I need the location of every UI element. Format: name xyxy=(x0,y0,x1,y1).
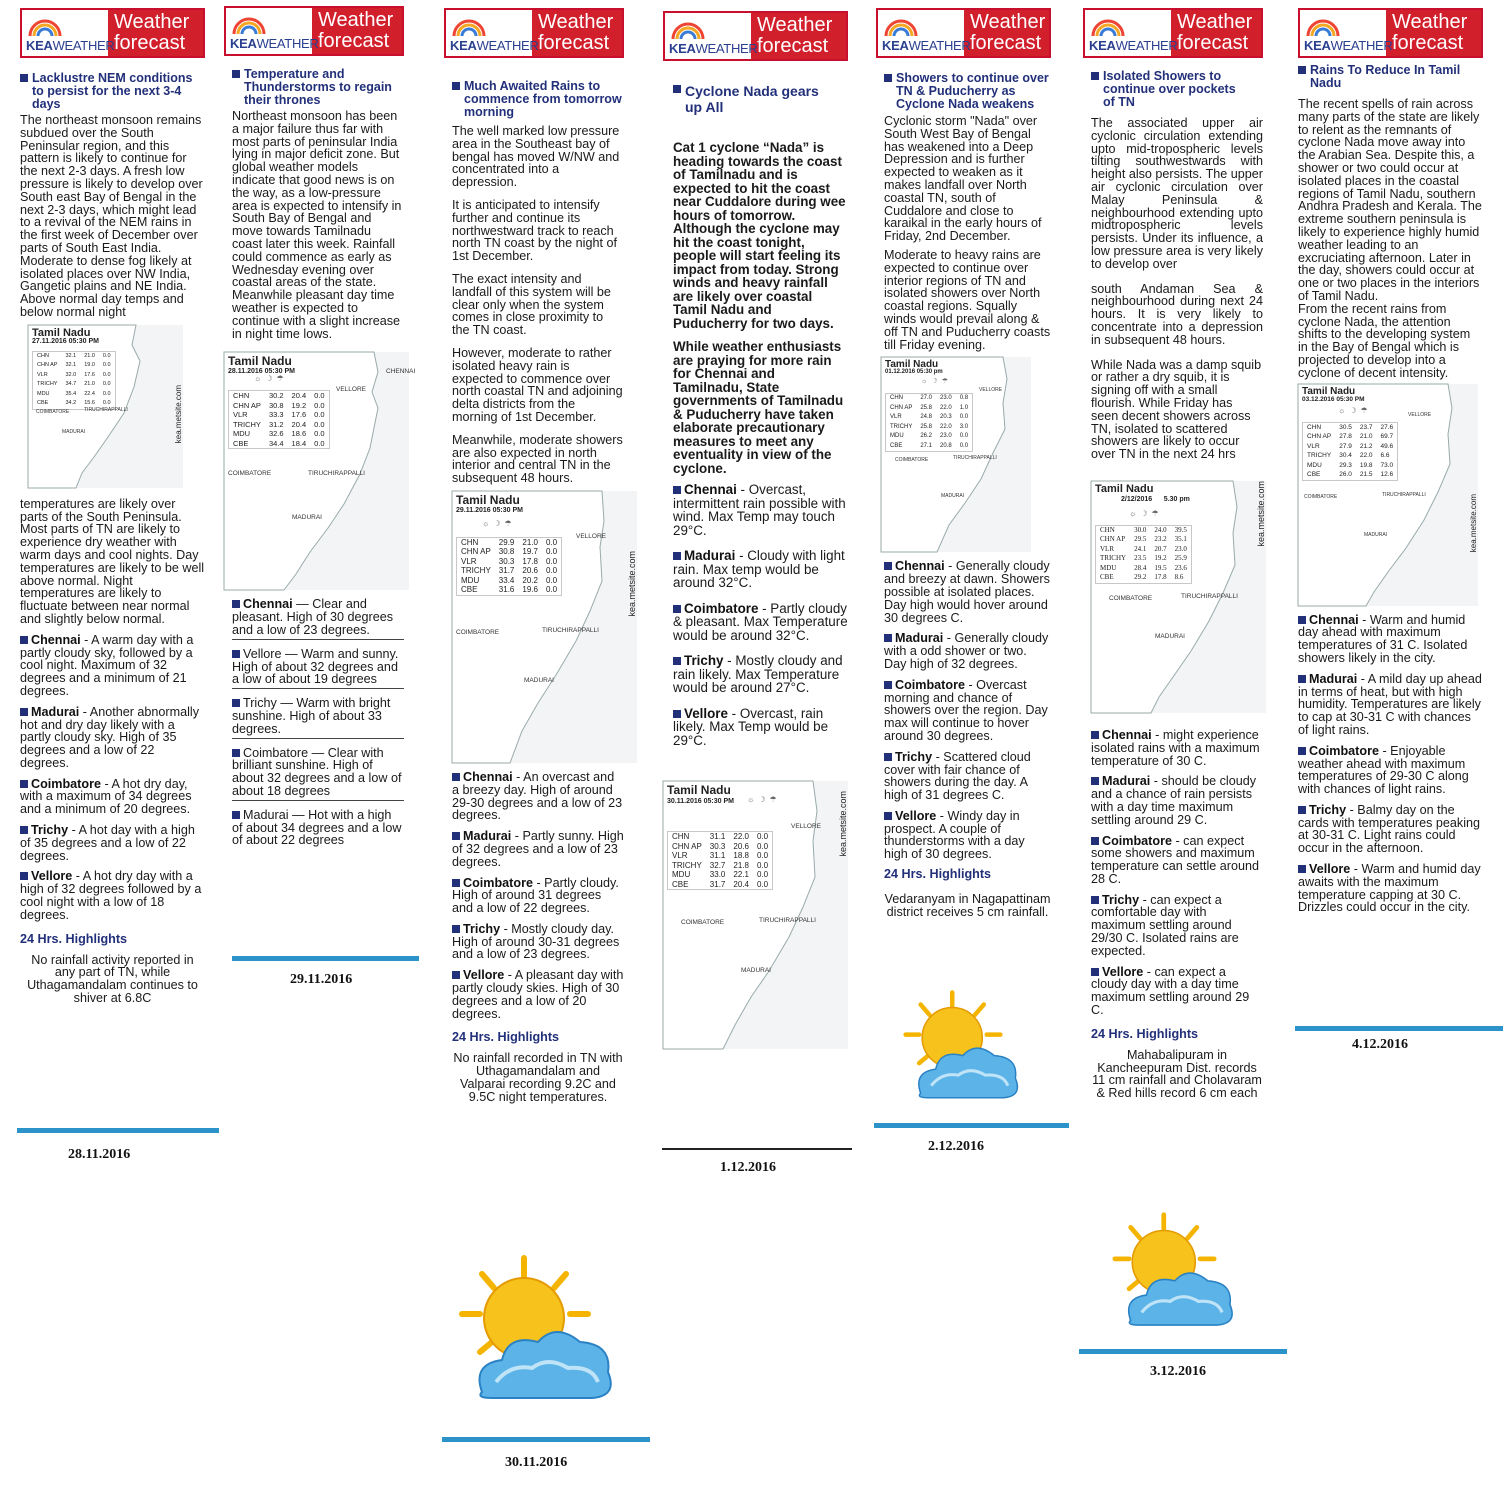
brand-header xyxy=(663,11,848,61)
brand-header xyxy=(444,8,624,58)
highlights-text: No rainfall recorded in TN with Uthagamandalam and Valparai recording 9.2C and 9.5C night temperatures. xyxy=(453,1051,623,1104)
highlights-text: Mahabalipuram in Kancheepuram Dist. records 11 cm rainfall and Cholavaram & Red hills record 6 cm each xyxy=(1092,1047,1262,1101)
brand-header xyxy=(20,8,205,58)
rainbow-arc-icon xyxy=(28,14,62,38)
column-rule xyxy=(1295,1026,1503,1031)
city-madurai: Madurai - Another abnormally hot and dry day likely with a partly cloudy sky. High of 35 degrees and a low of 22 degrees. xyxy=(20,704,199,770)
article-text: south Andaman Sea & neighbourhood during next 24 hours. It is very likely to concentrate into a depression in subsequent 48 hours. xyxy=(1091,281,1263,347)
city-vellore: Vellore - can expect a cloudy day with a day time maximum settling around 29 C. xyxy=(1091,964,1250,1018)
forecast-title: Weather forecast xyxy=(751,13,846,59)
kea-weather-logo: KEAWEATHER xyxy=(1085,10,1171,56)
highlights-text: No rainfall activity reported in any part of TN, while Uthagamandalam continues to shiver at 6.8C xyxy=(27,952,198,1006)
brand-header xyxy=(224,6,404,56)
city-trichy: Trichy - A hot day with a high of 35 degrees and a low of 22 degrees. xyxy=(20,823,195,863)
weather-icons-row: ☼☽☂ xyxy=(254,374,288,384)
city-trichy: Trichy - can expect a comfortable day with maximum settling around 29/30 C. Isolated rains are expected. xyxy=(1091,892,1239,958)
temperature-table: CHN 29.9 21.0 0.0 CHN AP 30.8 19.7 0.0 VLR 30.3 17.8 0.0 TRICHY 31.7 20.6 0.0 MDU 33.4 20.2 0.0 CBE 31.6 19.6 0.0 xyxy=(456,537,562,596)
map-watermark: kea.metsite.com xyxy=(174,384,183,443)
issue-date: 1.12.2016 xyxy=(720,1160,776,1175)
city-coimbatore: Coimbatore - A hot dry day, with a maximum of 34 degrees and a minimum of 20 degrees. xyxy=(20,776,192,817)
kea-weather-logo: KEAWEATHER xyxy=(1300,10,1386,56)
sun-cloud-icon xyxy=(896,988,1028,1112)
city-chennai: Chennai - An overcast and a breezy day. High of around 29-30 degrees and a low of 23 degrees. xyxy=(452,769,623,823)
forecast-title: Weather forecast xyxy=(1171,10,1261,56)
forecast-title: Weather forecast xyxy=(1386,10,1481,56)
temperature-table: CHN 31.1 22.0 0.0 CHN AP 30.3 20.6 0.0 VLR 31.1 18.8 0.0 TRICHY 32.7 21.8 0.0 MDU 33.0 22.1 0.0 CBE 31.7 20.4 0.0 xyxy=(667,831,773,890)
city-trichy: Trichy - Mostly cloudy and rain likely. Max Temperature would be around 27°C. xyxy=(673,653,843,695)
highlights-title: 24 Hrs. Highlights xyxy=(1091,1026,1199,1041)
brand-header xyxy=(1298,8,1483,58)
article-text: Cyclonic storm "Nada" over South West Bay of Bengal has weakened into a Deep Depression and is further expected to weaken as it makes landfall over North coastal TN, south of Cuddalore and close to karaikal in the early hours of Friday, 2nd December. xyxy=(884,114,1042,244)
article-text: From the recent rains from cyclone Nada, the attention shifts to the developing system in the Bay of Bengal which is projected to develop into a cyclone of decent intensity. xyxy=(1298,301,1471,380)
column-30-11-2016 xyxy=(444,8,637,1104)
rainbow-arc-icon xyxy=(452,14,486,38)
forecast-title: Weather forecast xyxy=(532,10,622,56)
column-rule xyxy=(1079,1349,1287,1354)
article-text: It is anticipated to intensify further and continue its northwestward track to reach north TN coast by the night of 1st December. xyxy=(452,197,617,264)
city-chennai: Chennai - Generally cloudy and breezy at dawn. Showers possible at isolated places. Day high would hover around 30 degrees C. xyxy=(884,559,1050,625)
issue-date: 3.12.2016 xyxy=(1150,1364,1206,1379)
issue-date: 2.12.2016 xyxy=(928,1139,984,1154)
weather-icons-row: ☼☽☂ xyxy=(747,795,781,804)
weather-icons-row: ☼☽☂ xyxy=(921,378,952,386)
column-28-11-2016 xyxy=(20,8,205,1005)
headline: Isolated Showers to continue over pockets of TN xyxy=(1091,70,1241,109)
kea-weather-logo: KEAWEATHER xyxy=(226,8,312,54)
issue-date: 29.11.2016 xyxy=(290,972,353,987)
temperature-table: CHN 30.2 20.4 0.0 CHN AP 30.8 19.2 0.0 VLR 33.3 17.6 0.0 TRICHY 31.2 20.4 0.0 MDU 32.6 18.6 0.0 CBE 34.4 18.4 0.0 xyxy=(228,390,330,449)
city-chennai: Chennai - Overcast, intermittent rain possible with wind. Max Temp may touch 29°C. xyxy=(673,482,846,538)
weather-icons-row: ☼☽☂ xyxy=(482,518,516,528)
city-chennai: Chennai - Warm and humid day ahead with maximum temperatures of 31 C. Isolated showers likely in the city. xyxy=(1298,612,1468,665)
headline: Lacklustre NEM conditions to persist for the next 3-4 days xyxy=(20,72,205,111)
city-coimbatore: Coimbatore - Enjoyable weather ahead with maximum temperatures of 29-30 C along with chances of light rains. xyxy=(1298,743,1469,797)
temperature-table: CHN 32.1 21.0 0.0 CHN AP 32.1 19.0 0.0 VLR 32.0 17.6 0.0 TRICHY 34.7 21.0 0.0 MDU 35.4 22.4 0.0 CBE 34.2 15.6 0.0 xyxy=(32,351,116,410)
highlights-text: Vedaranyam in Nagapattinam district receives 5 cm rainfall. xyxy=(884,892,1051,919)
city-vellore: Vellore - Windy day in prospect. A couple of thunderstorms with a day high of 30 degrees. xyxy=(884,808,1025,862)
headline: Cyclone Nada gears up All xyxy=(673,83,838,115)
column-rule xyxy=(662,1148,852,1150)
headline: Temperature and Thunderstorms to regain their thrones xyxy=(232,68,404,107)
article-text: temperatures are likely over parts of the South Peninsula. Most parts of TN are likely to experience dry weather with warm days and cool nights. Day temperatures are likely to be well above normal. Night temperatures are likely to fluctuate between near normal and slightly below normal. xyxy=(20,496,205,626)
forecast-title: Weather forecast xyxy=(108,10,203,56)
article-text: While weather enthusiasts are praying for more rain for Chennai and Tamilnadu, State governments of Tamilnadu & Puducherry have taken elaborate precautionary measures to meet any eventuality in view of the cyclone. xyxy=(673,339,844,476)
city-madurai: Madurai - should be cloudy and a chance of rain persists with a day time maximum settling around 29 C. xyxy=(1091,774,1257,827)
article-text: Northeast monsoon has been a major failure thus far with most parts of peninsular India lying in major deficit zone. But global weather models indicate that good news is on the way, as a low-pressure area is expected to intensify in South Bay of Bengal and move towards Tamilnadu coast later this week. Rainfall could commence as early as Wednesday evening over coastal areas of the state. Meanwhile pleasant day time weather is expected to continue with a slight increase in night time lows. xyxy=(232,109,402,341)
headline: Rains To Reduce In Tamil Nadu xyxy=(1298,64,1483,90)
article-text: The exact intensity and landfall of this system will be clear only when the system comes in close proximity to the TN coast. xyxy=(452,271,611,338)
article-text: However, moderate to rather isolated heavy rain is expected to commence over north coastal TN and adjoining delta districts from the morning of 1st December. xyxy=(452,345,623,424)
article-text: Moderate to heavy rains are expected to continue over interior regions of TN and isolated showers over North coastal regions. Squally winds would prevail along & off TN and Puducherry coasts till Friday evening. xyxy=(884,247,1051,352)
sun-cloud-icon xyxy=(452,1252,622,1417)
column-3-12-2016 xyxy=(1083,8,1266,1101)
headline: Showers to continue over TN & Puducherry as Cyclone Nada weakens xyxy=(884,72,1051,111)
article-text: Meanwhile, moderate showers are also expected in north interior and central TN in the subsequent 48 hours. xyxy=(452,432,623,486)
weather-icons-row: ☼☽☂ xyxy=(1338,405,1372,415)
map-watermark: kea.metsite.com xyxy=(1256,480,1266,547)
city-chennai: Chennai - might experience isolated rains with a maximum temperature of 30 C. xyxy=(1091,727,1260,768)
brand-header xyxy=(876,8,1051,58)
map-land-shape xyxy=(663,781,848,1049)
city-madurai: Madurai - Generally cloudy with a odd shower or two. Day high of 32 degrees. xyxy=(884,631,1049,671)
temperature-table: CHN 27.0 23.0 0.8 CHN AP 25.8 22.0 1.0 VLR 24.8 20.3 0.0 TRICHY 25.8 22.0 3.0 MDU 26.2 23.0 0.0 CBE 27.1 20.8 0.0 xyxy=(885,393,973,452)
city-vellore: Vellore - A hot dry day with a high of 32 degrees followed by a cool night with a low of 18 degrees. xyxy=(20,869,202,922)
article-text: The recent spells of rain across many parts of the state are likely to relent as the remnants of cyclone Nada move away into the Arabian Sea. Despite this, a shower or two could occur at isolated places in the coastal regions of Tamil Nadu, southern Andhra Pradesh and Kerala. The extreme southern peninsula is likely to experience highly humid weather leading to an excruciating afternoon. Later in the day, showers could occur at one or two places in the interiors of Tamil Nadu. xyxy=(1298,97,1482,303)
city-vellore: Vellore - A pleasant day with partly cloudy skies. High of 30 degrees and a low of 20 degrees. xyxy=(452,968,624,1021)
column-rule xyxy=(874,1123,1069,1128)
sun-cloud-icon xyxy=(1105,1210,1243,1340)
brand-header xyxy=(1083,8,1263,58)
highlights-title: 24 Hrs. Highlights xyxy=(884,867,992,882)
city-madurai: Madurai — Hot with a high of about 34 degrees and a low of about 22 degrees xyxy=(232,807,402,848)
column-rule xyxy=(232,956,419,961)
issue-date: 4.12.2016 xyxy=(1352,1037,1408,1052)
rainbow-arc-icon xyxy=(1306,14,1340,38)
city-coimbatore: Coimbatore - Overcast morning and chance of showers over the region. Day max will continue to hover around 30 degrees. xyxy=(884,677,1048,743)
city-chennai: Chennai - A warm day with a partly cloudy sky, followed by a cool night. Maximum of 32 degrees and a minimum of 21 degrees. xyxy=(20,632,194,698)
tamil-nadu-map: Tamil Nadu 29.11.2016 05:30 PM ☼☽☂ CHN 29.9 21.0 0.0 CHN AP 30.8 19.7 0.0 VLR 30.3 17.8 0.0 TRICHY 31.7 20.6 0.0 MDU 33.4 20.2 0.0 CBE 31.6 19.6 0.0 VELLORE COIMBATORE TIRUCHIRAPPALLI MADURAI kea.metsite.com xyxy=(452,491,637,763)
column-1-12-2016 xyxy=(663,11,848,1049)
forecast-title: Weather forecast xyxy=(964,10,1049,56)
weather-icons-row: ☼☽☂ xyxy=(1129,508,1163,518)
issue-date: 30.11.2016 xyxy=(505,1455,568,1470)
map-watermark: kea.metsite.com xyxy=(1469,493,1478,552)
rainbow-arc-icon xyxy=(671,17,705,41)
city-madurai: Madurai - Partly sunny. High of 32 degrees and a low of 23 degrees. xyxy=(452,829,624,869)
rainbow-arc-icon xyxy=(232,12,266,36)
highlights-title: 24 Hrs. Highlights xyxy=(452,1030,560,1045)
article-text: The associated upper air cyclonic circulation extending upto mid-tropospheric levels tilting southwestwards with height also persists. The upper air cyclonic circulation over Malay Peninsula & neighbourhood extending upto midtropospheric levels persists. Under its influence, a low pressure area is very likely to develop over xyxy=(1091,116,1263,271)
kea-weather-logo: KEAWEATHER xyxy=(22,10,108,56)
column-rule xyxy=(442,1437,650,1442)
city-trichy: Trichy - Balmy day on the cards with temperatures peaking at 30-31 C. Light rains could occur in the afternoon. xyxy=(1298,802,1481,856)
city-madurai: Madurai - Cloudy with light rain. Max temp would be around 32°C. xyxy=(673,548,845,590)
temperature-table: CHN 30.5 23.7 27.6 CHN AP 27.8 21.0 69.7 VLR 27.9 21.2 49.6 TRICHY 30.4 22.0 6.6 MDU 29.3 19.8 73.0 CBE 26.0 21.5 12.6 xyxy=(1302,422,1398,481)
headline: Much Awaited Rains to commence from tomorrow morning xyxy=(452,80,624,119)
article-text: Cat 1 cyclone “Nada” is heading towards the coast of Tamilnadu and is expected to hit the coast near Cuddalore during wee hours of tomorrow. Although the cyclone may hit the coast tonight, people will start feeling its impact from today. Strong winds and heavy rainfall are likely over coastal Tamil Nadu and Puducherry for two days. xyxy=(673,140,846,331)
rainbow-arc-icon xyxy=(884,14,918,38)
map-watermark: kea.metsite.com xyxy=(838,791,848,857)
city-coimbatore: Coimbatore - Partly cloudy. High of around 31 degrees and a low of 22 degrees. xyxy=(452,875,619,916)
kea-weather-logo: KEAWEATHER xyxy=(665,13,751,59)
tamil-nadu-map: Tamil Nadu 2/12/2016 5.30 pm ☼☽☂ CHN 30.0 24.0 39.5 CHN AP 29.5 23.2 35.1 VLR 24.1 20.7 23.0 TRICHY 23.5 19.2 25.9 MDU 28.4 19.5 23.6 CBE 29.2 17.8 8.6 COIMBATORE TIRUCHIRAPPALLI MADURAI kea.metsite.com xyxy=(1091,481,1266,713)
city-coimbatore: Coimbatore - can expect some showers and maximum temperature can settle around 28 C. xyxy=(1091,833,1260,886)
city-madurai: Madurai - A mild day up ahead in terms of heat, but with high humidity. Temperatures are likely to cap at 30-31 C with chances of light rains. xyxy=(1298,671,1482,737)
city-vellore: Vellore — Warm and sunny. High of about 32 degrees and a low of about 19 degrees xyxy=(232,648,404,689)
city-chennai: Chennai — Clear and pleasant. High of 30 degrees and a low of 23 degrees. xyxy=(232,598,404,639)
column-29-11-2016 xyxy=(224,6,416,848)
tamil-nadu-map: Tamil Nadu 01.12.2016 05:30 pm ☼☽☂ CHN 27.0 23.0 0.8 CHN AP 25.8 22.0 1.0 VLR 24.8 20.3 0.0 TRICHY 25.8 22.0 3.0 MDU 26.2 23.0 0.0 CBE 27.1 20.8 0.0 VELLORE COIMBATORE TIRUCHIRAPPALLI MADURAI xyxy=(881,357,1031,552)
rainbow-arc-icon xyxy=(1091,14,1125,38)
tamil-nadu-map: Tamil Nadu 30.11.2016 05:30 PM ☼☽☂ CHN 31.1 22.0 0.0 CHN AP 30.3 20.6 0.0 VLR 31.1 18.8 0.0 TRICHY 32.7 21.8 0.0 MDU 33.0 22.1 0.0 CBE 31.7 20.4 0.0 VELLORE COIMBATORE TIRUCHIRAPPALLI MADURAI kea.metsite.com xyxy=(663,781,848,1049)
kea-weather-logo: KEAWEATHER xyxy=(446,10,532,56)
map-watermark: kea.metsite.com xyxy=(627,550,637,617)
city-trichy: Trichy — Warm with bright sunshine. High of about 33 degrees. xyxy=(232,697,404,738)
article-text: While Nada was a damp squib or rather a dry squib, it is signing off with a small flourish. While Friday has seen decent showers across TN, isolated to scattered showers are likely to occur over TN in the next 24 hrs xyxy=(1091,357,1262,462)
temperature-table: CHN 30.0 24.0 39.5 CHN AP 29.5 23.2 35.1 VLR 24.1 20.7 23.0 TRICHY 23.5 19.2 25.9 MDU 28.4 19.5 23.6 CBE 29.2 17.8 8.6 xyxy=(1095,525,1192,584)
issue-date: 28.11.2016 xyxy=(68,1147,131,1162)
forecast-title: Weather forecast xyxy=(312,8,402,54)
city-coimbatore: Coimbatore — Clear with brilliant sunshine. High of about 32 degrees and a low of about 18 degrees xyxy=(232,747,404,801)
kea-weather-logo: KEAWEATHER xyxy=(878,10,964,56)
article-text: The northeast monsoon remains subdued over the South Peninsular region, and this pattern is likely to continue for the next 2-3 days. A fresh low pressure is likely to develop over South east Bay of Bengal in the next 2-3 days, which might lead to a revival of the NEM rains in the first week of December over parts of South East India. Moderate to dense fog likely at isolated places over NW India, Gangetic plains and NE India. Above normal day temps and below normal night xyxy=(20,113,203,319)
tamil-nadu-map: Tamil Nadu 03.12.2016 05:30 PM ☼☽☂ CHN 30.5 23.7 27.6 CHN AP 27.8 21.0 69.7 VLR 27.9 21.2 49.6 TRICHY 30.4 22.0 6.6 MDU 29.3 19.8 73.0 CBE 26.0 21.5 12.6 VELLORE COIMBATORE TIRUCHIRAPPALLI MADURAI kea.metsite.com xyxy=(1298,384,1478,606)
column-rule xyxy=(17,1128,219,1133)
column-4-12-2016 xyxy=(1298,8,1483,914)
highlights-title: 24 Hrs. Highlights xyxy=(20,931,128,946)
city-coimbatore: Coimbatore - Partly cloudy & pleasant. Max Temperature would be around 32°C. xyxy=(673,600,848,643)
tamil-nadu-map: Tamil Nadu 28.11.2016 05:30 PM ☼☽☂ CHN 30.2 20.4 0.0 CHN AP 30.8 19.2 0.0 VLR 33.3 17.6 0.0 TRICHY 31.2 20.4 0.0 MDU 32.6 18.6 0.0 CBE 34.4 18.4 0.0 VELLORE CHENNAI COIMBATORE TIRUCHIRAPPALLI MADURAI xyxy=(224,352,409,590)
city-trichy: Trichy - Scattered cloud cover with fair chance of showers during the day. A high of 31 degrees C. xyxy=(884,749,1031,803)
city-vellore: Vellore - Warm and humid day awaits with the maximum temperature capping at 30 C. Drizzles could occur in the city. xyxy=(1298,862,1481,915)
column-2-12-2016 xyxy=(876,8,1051,919)
city-vellore: Vellore - Overcast, rain likely. Max Temp would be 29°C. xyxy=(673,705,829,748)
city-trichy: Trichy - Mostly cloudy day. High of around 30-31 degrees and a low of 23 degrees. xyxy=(452,921,620,962)
tamil-nadu-map: Tamil Nadu 27.11.2016 05:30 PM CHN 32.1 21.0 0.0 CHN AP 32.1 19.0 0.0 VLR 32.0 17.6 0.0 TRICHY 34.7 21.0 0.0 MDU 35.4 22.4 0.0 CBE 34.2 15.6 0.0 COIMBATORE TIRUCHIRAPPALLI MADURAI kea.metsite.com xyxy=(28,325,183,488)
article-text: The well marked low pressure area in the Southeast bay of bengal has moved W/NW and concentrated into a depression. xyxy=(452,124,620,190)
